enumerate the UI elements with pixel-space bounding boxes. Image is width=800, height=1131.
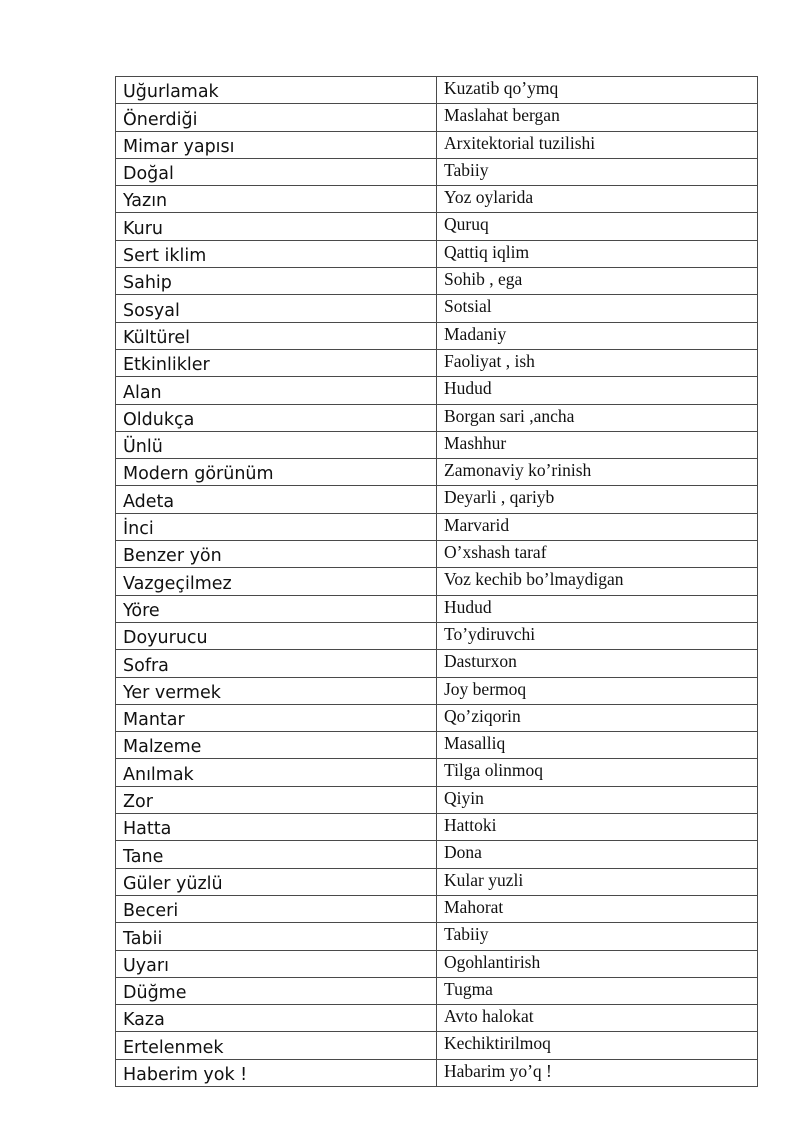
table-row xyxy=(116,868,758,895)
turkish-word-cell: Zor xyxy=(116,786,437,813)
turkish-word-cell: Sosyal xyxy=(116,295,437,322)
table-row xyxy=(116,295,758,322)
table-row xyxy=(116,595,758,622)
table-row xyxy=(116,1032,758,1059)
table-row xyxy=(116,923,758,950)
uzbek-translation-cell: Tabiiy xyxy=(437,923,758,950)
uzbek-translation-cell: Qo’ziqorin xyxy=(437,704,758,731)
uzbek-translation-cell: Voz kechib bo’lmaydigan xyxy=(437,568,758,595)
uzbek-translation-cell: Qattiq iqlim xyxy=(437,240,758,267)
table-row xyxy=(116,322,758,349)
turkish-word-cell: Kaza xyxy=(116,1005,437,1032)
table-row xyxy=(116,704,758,731)
uzbek-translation-cell: Kular yuzli xyxy=(437,868,758,895)
turkish-word-cell: İnci xyxy=(116,513,437,540)
turkish-word-cell: Malzeme xyxy=(116,732,437,759)
table-row xyxy=(116,1059,758,1086)
table-row xyxy=(116,186,758,213)
table-row xyxy=(116,814,758,841)
uzbek-translation-cell: Zamonaviy ko’rinish xyxy=(437,459,758,486)
table-row xyxy=(116,895,758,922)
table-row xyxy=(116,622,758,649)
turkish-word-cell: Tane xyxy=(116,841,437,868)
turkish-word-cell: Tabii xyxy=(116,923,437,950)
turkish-word-cell: Uğurlamak xyxy=(116,77,437,104)
turkish-word-cell: Doğal xyxy=(116,158,437,185)
turkish-word-cell: Haberim yok ! xyxy=(116,1059,437,1086)
turkish-word-cell: Ünlü xyxy=(116,431,437,458)
turkish-word-cell: Doyurucu xyxy=(116,622,437,649)
uzbek-translation-cell: Borgan sari ,ancha xyxy=(437,404,758,431)
uzbek-translation-cell: Qiyin xyxy=(437,786,758,813)
uzbek-translation-cell: Tilga olinmoq xyxy=(437,759,758,786)
uzbek-translation-cell: Madaniy xyxy=(437,322,758,349)
turkish-word-cell: Adeta xyxy=(116,486,437,513)
turkish-word-cell: Güler yüzlü xyxy=(116,868,437,895)
table-row xyxy=(116,404,758,431)
turkish-word-cell: Modern görünüm xyxy=(116,459,437,486)
table-row xyxy=(116,513,758,540)
table-row xyxy=(116,213,758,240)
vocabulary-table-body xyxy=(116,77,758,1087)
uzbek-translation-cell: Joy bermoq xyxy=(437,677,758,704)
table-row xyxy=(116,77,758,104)
turkish-word-cell: Sofra xyxy=(116,650,437,677)
uzbek-translation-cell: Hattoki xyxy=(437,814,758,841)
turkish-word-cell: Yazın xyxy=(116,186,437,213)
turkish-word-cell: Düğme xyxy=(116,977,437,1004)
uzbek-translation-cell: Hudud xyxy=(437,595,758,622)
table-row xyxy=(116,459,758,486)
uzbek-translation-cell: Masalliq xyxy=(437,732,758,759)
uzbek-translation-cell: Habarim yo’q ! xyxy=(437,1059,758,1086)
table-row xyxy=(116,377,758,404)
vocabulary-table xyxy=(115,76,758,1087)
table-row xyxy=(116,950,758,977)
table-row xyxy=(116,431,758,458)
uzbek-translation-cell: O’xshash taraf xyxy=(437,541,758,568)
uzbek-translation-cell: Sohib , ega xyxy=(437,268,758,295)
uzbek-translation-cell: Mashhur xyxy=(437,431,758,458)
uzbek-translation-cell: Marvarid xyxy=(437,513,758,540)
table-row xyxy=(116,158,758,185)
turkish-word-cell: Hatta xyxy=(116,814,437,841)
turkish-word-cell: Alan xyxy=(116,377,437,404)
turkish-word-cell: Benzer yön xyxy=(116,541,437,568)
table-row xyxy=(116,732,758,759)
uzbek-translation-cell: Deyarli , qariyb xyxy=(437,486,758,513)
turkish-word-cell: Beceri xyxy=(116,895,437,922)
uzbek-translation-cell: Mahorat xyxy=(437,895,758,922)
table-row xyxy=(116,349,758,376)
turkish-word-cell: Önerdiği xyxy=(116,104,437,131)
uzbek-translation-cell: Yoz oylarida xyxy=(437,186,758,213)
turkish-word-cell: Sert iklim xyxy=(116,240,437,267)
uzbek-translation-cell: Tabiiy xyxy=(437,158,758,185)
table-row xyxy=(116,541,758,568)
uzbek-translation-cell: Sotsial xyxy=(437,295,758,322)
table-row xyxy=(116,759,758,786)
turkish-word-cell: Yer vermek xyxy=(116,677,437,704)
table-row xyxy=(116,104,758,131)
uzbek-translation-cell: Tugma xyxy=(437,977,758,1004)
table-row xyxy=(116,131,758,158)
turkish-word-cell: Yöre xyxy=(116,595,437,622)
turkish-word-cell: Vazgeçilmez xyxy=(116,568,437,595)
table-row xyxy=(116,841,758,868)
turkish-word-cell: Anılmak xyxy=(116,759,437,786)
table-row xyxy=(116,240,758,267)
turkish-word-cell: Kültürel xyxy=(116,322,437,349)
uzbek-translation-cell: To’ydiruvchi xyxy=(437,622,758,649)
table-row xyxy=(116,268,758,295)
uzbek-translation-cell: Kuzatib qo’ymq xyxy=(437,77,758,104)
table-row xyxy=(116,650,758,677)
uzbek-translation-cell: Kechiktirilmoq xyxy=(437,1032,758,1059)
uzbek-translation-cell: Dona xyxy=(437,841,758,868)
table-row xyxy=(116,786,758,813)
table-row xyxy=(116,677,758,704)
uzbek-translation-cell: Arxitektorial tuzilishi xyxy=(437,131,758,158)
uzbek-translation-cell: Hudud xyxy=(437,377,758,404)
table-row xyxy=(116,977,758,1004)
turkish-word-cell: Sahip xyxy=(116,268,437,295)
turkish-word-cell: Etkinlikler xyxy=(116,349,437,376)
uzbek-translation-cell: Quruq xyxy=(437,213,758,240)
uzbek-translation-cell: Maslahat bergan xyxy=(437,104,758,131)
turkish-word-cell: Uyarı xyxy=(116,950,437,977)
table-row xyxy=(116,1005,758,1032)
uzbek-translation-cell: Avto halokat xyxy=(437,1005,758,1032)
uzbek-translation-cell: Dasturxon xyxy=(437,650,758,677)
turkish-word-cell: Mantar xyxy=(116,704,437,731)
table-row xyxy=(116,486,758,513)
turkish-word-cell: Oldukça xyxy=(116,404,437,431)
turkish-word-cell: Ertelenmek xyxy=(116,1032,437,1059)
turkish-word-cell: Kuru xyxy=(116,213,437,240)
uzbek-translation-cell: Ogohlantirish xyxy=(437,950,758,977)
table-row xyxy=(116,568,758,595)
turkish-word-cell: Mimar yapısı xyxy=(116,131,437,158)
uzbek-translation-cell: Faoliyat , ish xyxy=(437,349,758,376)
